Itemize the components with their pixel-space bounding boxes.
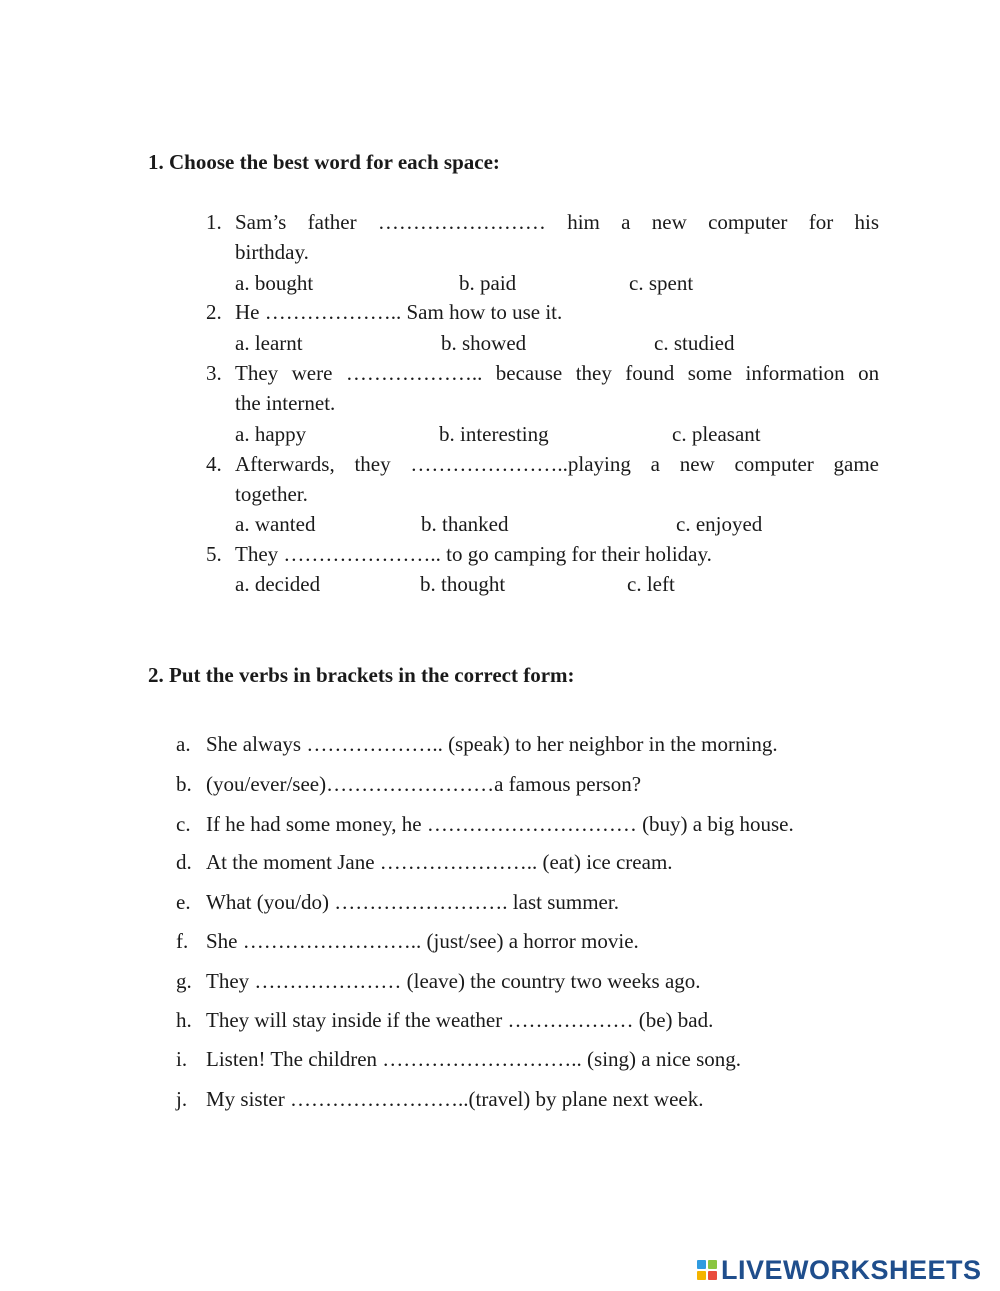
logo-block-icon (697, 1260, 706, 1269)
q5-option-b[interactable]: b. thought (420, 572, 506, 596)
item-c-letter: c. (176, 812, 191, 836)
item-f-text[interactable]: She …………………….. (just/see) a horror movie. (206, 929, 639, 953)
q3-line1: They were ……………….. because they found some information on (235, 361, 880, 385)
q1-line1: Sam’s father …………………… him a new computer for his (235, 210, 880, 234)
logo-text: LIVEWORKSHEETS (721, 1254, 982, 1285)
logo-block-icon (708, 1260, 717, 1269)
q3-option-c[interactable]: c. pleasant (672, 422, 761, 446)
item-a-text[interactable]: She always ……………….. (speak) to her neighbor in the morning. (206, 732, 778, 756)
q4-line2: together. (235, 482, 308, 506)
liveworksheets-logo[interactable] (697, 1254, 982, 1286)
q3-number: 3. (206, 361, 222, 385)
q2-option-a[interactable]: a. learnt (235, 331, 303, 355)
q1-number: 1. (206, 210, 222, 234)
item-c-text[interactable]: If he had some money, he ………………………… (buy) a big house. (206, 812, 794, 836)
q5-number: 5. (206, 542, 222, 566)
q4-number: 4. (206, 452, 222, 476)
item-j-letter: j. (176, 1087, 188, 1111)
q5-option-a[interactable]: a. decided (235, 572, 321, 596)
logo-block-icon (697, 1271, 706, 1280)
q1-option-c[interactable]: c. spent (629, 271, 694, 295)
logo-block-icon (708, 1271, 717, 1280)
item-b-letter: b. (176, 772, 192, 796)
q4-option-a[interactable]: a. wanted (235, 512, 316, 536)
item-d-text[interactable]: At the moment Jane ………………….. (eat) ice cream. (206, 850, 673, 874)
q4-option-b[interactable]: b. thanked (421, 512, 509, 536)
item-i-letter: i. (176, 1047, 188, 1071)
item-j-text[interactable]: My sister ……………………..(travel) by plane next week. (206, 1087, 704, 1111)
item-i-text[interactable]: Listen! The children ……………………….. (sing) a nice song. (206, 1047, 742, 1071)
q2-number: 2. (206, 300, 222, 324)
item-a-letter: a. (176, 732, 191, 756)
q1-line2: birthday. (235, 240, 309, 264)
logo-blocks-icon (697, 1260, 717, 1280)
q1-option-a[interactable]: a. bought (235, 271, 314, 295)
section2-heading: 2. Put the verbs in brackets in the correct form: (148, 663, 575, 687)
item-h-letter: h. (176, 1008, 192, 1032)
item-g-letter: g. (176, 969, 192, 993)
item-h-text[interactable]: They will stay inside if the weather ……………… (be) bad. (206, 1008, 714, 1032)
section1-heading: 1. Choose the best word for each space: (148, 150, 500, 174)
q5-line1: They ………………….. to go camping for their holiday. (235, 542, 712, 566)
item-g-text[interactable]: They ………………… (leave) the country two weeks ago. (206, 969, 701, 993)
item-e-letter: e. (176, 890, 191, 914)
q4-line1: Afterwards, they …………………..playing a new computer game (235, 452, 879, 476)
q3-option-b[interactable]: b. interesting (439, 422, 549, 446)
q2-option-b[interactable]: b. showed (441, 331, 527, 355)
q3-line2: the internet. (235, 391, 336, 415)
item-b-text[interactable]: (you/ever/see)……………………a famous person? (206, 772, 642, 796)
q4-option-c[interactable]: c. enjoyed (676, 512, 763, 536)
item-f-letter: f. (176, 929, 189, 953)
q1-option-b[interactable]: b. paid (459, 271, 517, 295)
q5-option-c[interactable]: c. left (627, 572, 675, 596)
q3-option-a[interactable]: a. happy (235, 422, 307, 446)
item-d-letter: d. (176, 850, 192, 874)
item-e-text[interactable]: What (you/do) ……………………. last summer. (206, 890, 619, 914)
q2-option-c[interactable]: c. studied (654, 331, 735, 355)
q2-line1: He ……………….. Sam how to use it. (235, 300, 563, 324)
